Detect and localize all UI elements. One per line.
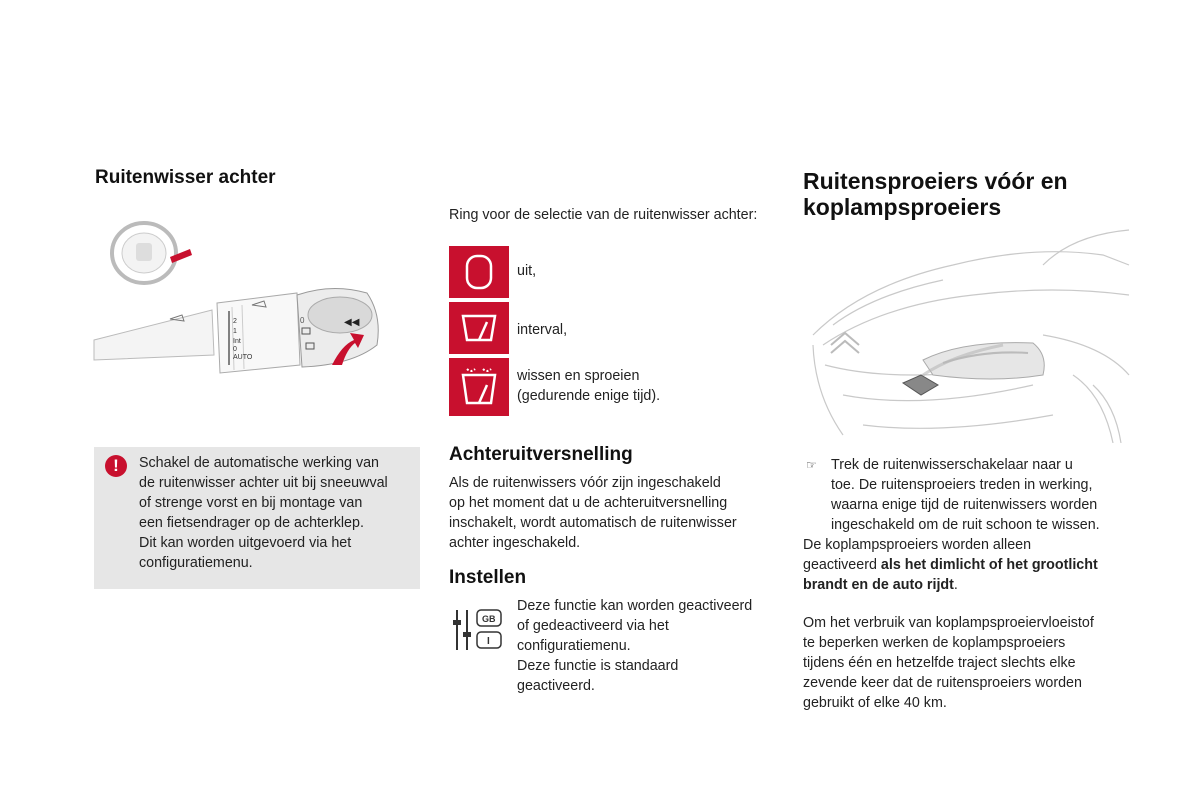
option-wash-line2: (gedurende enige tijd). [517,388,661,404]
para2-line: te beperken werken de koplampsproeiers [803,635,1066,651]
wash-wipe-icon [449,358,509,416]
wiper-stalk-illustration [92,215,392,385]
ring-intro: Ring voor de selectie van de ruitenwisser achter: [449,207,758,223]
warning-line: Schakel de automatische werking van [139,455,380,471]
option-interval-label: interval, [517,322,568,338]
steering-wheel-icon [112,223,192,283]
reverse-line: inschakelt, wordt automatisch de ruitenwisser [449,515,737,531]
rear-wiper-heading: Ruitenwisser achter [95,167,276,188]
para2-line: zevende keer dat de ruitensproeiers worden [803,675,1082,691]
bullet-hand-icon: ☞ [806,458,817,472]
settings-icon-i: I [487,636,490,647]
reverse-heading: Achteruitversnelling [449,444,633,465]
off-position-icon [449,246,509,298]
para2-line: gebruikt of elke 40 km. [803,695,947,711]
stalk-label-2: 2 [233,318,237,325]
bullet-line: toe. De ruitensproeiers treden in werking, [831,477,1093,493]
warning-text [139,453,388,573]
settings-line: of gedeactiveerd via het [517,618,669,634]
washers-heading [803,168,1068,220]
warning-line: Dit kan worden uitgevoerd via het [139,535,352,551]
para1-line3-end: . [953,577,958,593]
para2-line: Om het verbruik van koplampsproeiervloeistof [803,615,1094,631]
settings-line: geactiveerd. [517,678,595,694]
stalk-label-int: Int [233,338,241,345]
warning-line: of strenge vorst en bij montage van [139,495,363,511]
settings-line: Deze functie is standaard [517,658,679,674]
bullet-line: ingeschakeld om de ruit schoon te wissen. [831,517,1100,533]
para1-line2 [803,555,1098,575]
option-wash-line1: wissen en sproeien [517,368,640,384]
settings-line: configuratiemenu. [517,638,631,654]
warning-line: de ruitenwisser achter uit bij sneeuwval [139,475,388,491]
settings-text [517,596,752,696]
settings-icon-gb: GB [482,614,496,624]
reverse-line: achter ingeschakeld. [449,535,581,551]
para1-line2-plain: geactiveerd [803,557,881,573]
settings-line: Deze functie kan worden geactiveerd [517,598,753,614]
stalk-label-auto: AUTO [233,354,253,361]
stalk-label-0: 0 [233,346,237,353]
reverse-line: op het moment dat u de achteruitversnelling [449,495,728,511]
para1-line3 [803,575,1098,595]
reverse-text [449,473,737,553]
washers-heading-line1: Ruitensproeiers vóór en [803,168,1068,194]
warning-line: configuratiemenu. [139,555,253,571]
settings-menu-icon [449,606,505,654]
para1-line3-bold: brandt en de auto rijdt [803,577,954,593]
para1-line1: De koplampsproeiers worden alleen [803,537,1032,553]
interval-wiper-icon [449,302,509,354]
para1-line2-bold: als het dimlicht of het grootlicht [880,557,1098,573]
fluid-saving-paragraph [803,613,1094,713]
washers-heading-line2: koplampsproeiers [803,194,1002,220]
reverse-line: Als de ruitenwissers vóór zijn ingeschakeld [449,475,721,491]
warning-line: een fietsendrager op de achterklep. [139,515,364,531]
headlamp-washer-illustration [803,225,1131,443]
option-off-label: uit, [517,263,537,279]
option-wash-label [517,366,660,406]
warning-icon: ! [105,455,127,477]
para2-line: tijdens één en hetzelfde traject slechts elke [803,655,1076,671]
settings-heading: Instellen [449,567,527,588]
bullet-line: waarna enige tijd de ruitenwissers worden [831,497,1098,513]
svg-text:0: 0 [300,316,305,325]
bullet-first-line: Trek de ruitenwisserschakelaar naar u [831,457,1073,473]
stalk-label-1: 1 [233,328,237,335]
svg-text:◀◀: ◀◀ [344,317,360,328]
headlamp-washer-paragraph [803,535,1098,595]
